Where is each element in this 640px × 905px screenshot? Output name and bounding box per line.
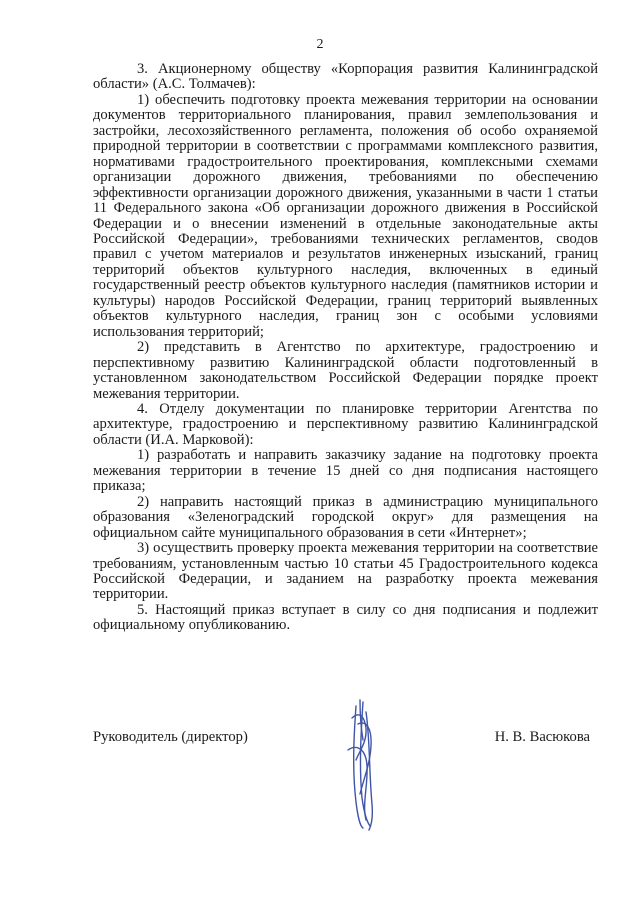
paragraph-5: 5. Настоящий приказ вступает в силу со дня подписания и подлежит официальному опубликованию.: [93, 601, 598, 634]
handwritten-signature: [336, 694, 392, 834]
paragraph-3-1: 1) обеспечить подготовку проекта межевания территории на основании документов территориального планирования, правил землепользования и застройки, лесохозяйственного регламента, положения об особо охраняемой природной территории в соответствии с программами комплексного развития, нормативами градостроительного проектирования, комплексными схемами организации дорожного движения, требованиями по обеспечению эффективности организации дорожного движения, указанными в части 1 статьи 11 Федерального закона «Об организации дорожного движения в Российской Федерации и о внесении изменений в отдельные законодательные акты Российской Федерации», требованиями технических регламентов, сводов правил с учетом материалов и результатов инженерных изысканий, границ территорий объектов культурного наследия, включенных в единый государственный реестр объектов культурного наследия (памятников истории и культуры) народов Российской Федерации, границ территорий выявленных объектов культурного наследия, границ зон с особыми условиями использования территорий;: [93, 91, 598, 340]
paragraph-4-3: 3) осуществить проверку проекта межевания территории на соответствие требованиям, установленным частью 10 статьи 45 Градостроительного кодекса Российской Федерации, и заданием на разработку проекта межевания территории.: [93, 540, 598, 603]
page-number: 2: [316, 37, 324, 52]
signatory-title: Руководитель (директор): [93, 729, 248, 745]
document-body: [93, 62, 598, 634]
paragraph-4: 4. Отделу документации по планировке территории Агентства по архитектуре, градостроению и перспективному развитию Калининградской области (И.А. Марковой):: [93, 400, 598, 448]
signature-block: [0, 729, 640, 839]
signatory-name: Н. В. Васюкова: [494, 729, 590, 745]
paragraph-3-2: 2) представить в Агентство по архитектуре, градостроению и перспективному развитию Калининградской области подготовленный в установленном законодательством Российской Федерации порядке проект межевания территории.: [93, 339, 598, 402]
paragraph-3: 3. Акционерному обществу «Корпорация развития Калининградской области» (А.С. Толмачев):: [93, 61, 598, 93]
paragraph-4-2: 2) направить настоящий приказ в администрацию муниципального образования «Зеленоградский городской округ» для размещения на официальном сайте муниципального образования в сети «Интернет»;: [93, 493, 598, 541]
paragraph-4-1: 1) разработать и направить заказчику задание на подготовку проекта межевания территории в течение 15 дней со дня подписания настоящего приказа;: [93, 447, 598, 495]
